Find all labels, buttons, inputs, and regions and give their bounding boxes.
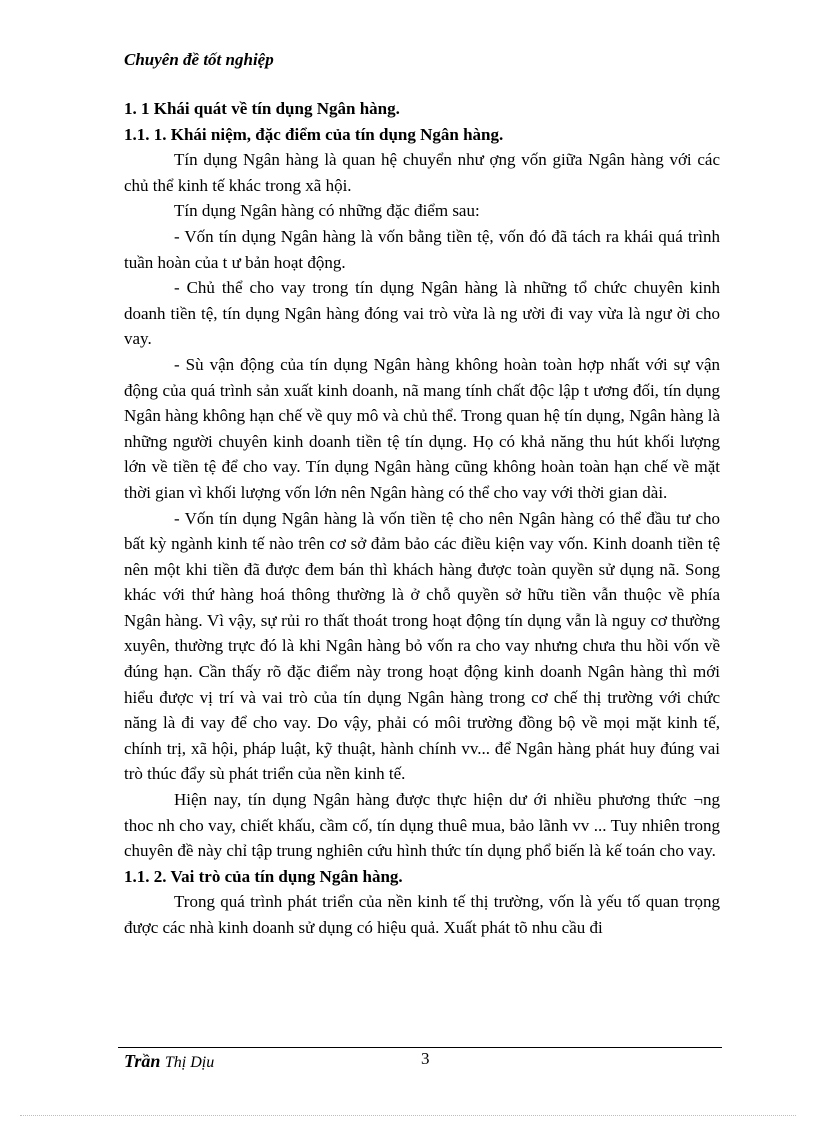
paragraph-feature-4: - Vốn tín dụng Ngân hàng là vốn tiền tệ cho nên Ngân hàng có thể đầu tư cho bất kỳ ngành kinh tế nào trên cơ sở đảm bảo các điều kiện vay vốn. Kinh doanh tiền tệ nên một khi tiền đã được đem bán thì khách hàng được toàn quyền sử dụng nã. Song khác với thứ hàng hoá thông thường là ở chỗ quyền sở hữu tiền vẫn thuộc về phía Ngân hàng. Vì vậy, sự rủi ro thất thoát trong hoạt động tín dụng vẫn là nguy cơ thường xuyên, thường trực đó là khi Ngân hàng bỏ vốn ra cho vay nhưng chưa thu hồi vốn về đúng hạn. Cần thấy rõ đặc điểm này trong hoạt động kinh doanh Ngân hàng thì mới hiểu được vị trí và vai trò của tín dụng Ngân hàng trong cơ chế thị trường với chức năng là đi vay để cho vay. Do vậy, phải có môi trường đồng bộ về mọi mặt kinh tế, chính trị, xã hội, pháp luật, kỹ thuật, hành chính vv... để Ngân hàng phát huy đúng vai trò thúc đẩy sù phát triển của nền kinh tế. — [124, 508, 720, 784]
paragraph-feature-3: - Sù vận động của tín dụng Ngân hàng không hoàn toàn hợp nhất với sự vận động của quá trình sản xuất kinh doanh, nã mang tính chất độc lập t ương đối, tín dụng Ngân hàng không hạn chế về quy mô và chủ thể. Trong quan hệ tín dụng, Ngân hàng là những người chuyên kinh doanh tiền tệ tín dụng. Họ có khả năng thu hút khối lượng lớn về tiền tệ để cho vay. Tín dụng Ngân hàng cũng không hoàn toàn hạn chế về mặt thời gian vì khối lượng vốn lớn nên Ngân hàng có thể cho vay với thời gian dài. — [124, 354, 720, 502]
section-heading: 1. 1 Khái quát về tín dụng Ngân hàng. — [124, 99, 400, 118]
page-bottom-border — [20, 1115, 796, 1116]
document-body — [124, 96, 720, 941]
subsection-heading-1: 1.1. 1. Khái niệm, đặc điểm của tín dụng Ngân hàng. — [124, 124, 504, 144]
paragraph-feature-2: - Chủ thể cho vay trong tín dụng Ngân hàng là những tổ chức chuyên kinh doanh tiền tệ, tín dụng Ngân hàng đóng vai trò vừa là ng ười đi vay vừa là ngư ời cho vay. — [124, 278, 720, 349]
paragraph-features-intro: Tín dụng Ngân hàng có những đặc điểm sau: — [174, 201, 480, 221]
paragraph-feature-1: - Vốn tín dụng Ngân hàng là vốn bằng tiền tệ, vốn đó đã tách ra khái quá trình tuần hoàn của t ư bản hoạt động. — [124, 226, 720, 272]
subsection-heading-2: 1.1. 2. Vai trò của tín dụng Ngân hàng. — [124, 866, 403, 886]
footer-divider — [118, 1047, 722, 1048]
author-given-name: Thị Dịu — [164, 1054, 215, 1071]
paragraph-role: Trong quá trình phát triển của nền kinh tế thị trường, vốn là yếu tố quan trọng được các nhà kinh doanh sử dụng có hiệu quả. Xuất phát tõ nhu cầu đi — [124, 892, 720, 937]
paragraph-forms: Hiện nay, tín dụng Ngân hàng được thực hiện dư ới nhiều phương thức ¬ng thoc nh cho vay, chiết khấu, cầm cố, tín dụng thuê mua, bảo lãnh vv ... Tuy nhiên trong chuyên đề này chỉ tập trung nghiên cứu hình thức tín dụng phổ biến là kế toán cho vay. — [124, 790, 720, 861]
running-header: Chuyên đề tốt nghiệp — [124, 50, 274, 69]
paragraph-definition: Tín dụng Ngân hàng là quan hệ chuyển như ợng vốn giữa Ngân hàng với các chủ thể kinh tế khác trong xã hội. — [124, 150, 720, 195]
footer-author — [124, 1051, 214, 1072]
page-number: 3 — [421, 1049, 430, 1068]
author-family-name: Trần — [124, 1051, 161, 1071]
